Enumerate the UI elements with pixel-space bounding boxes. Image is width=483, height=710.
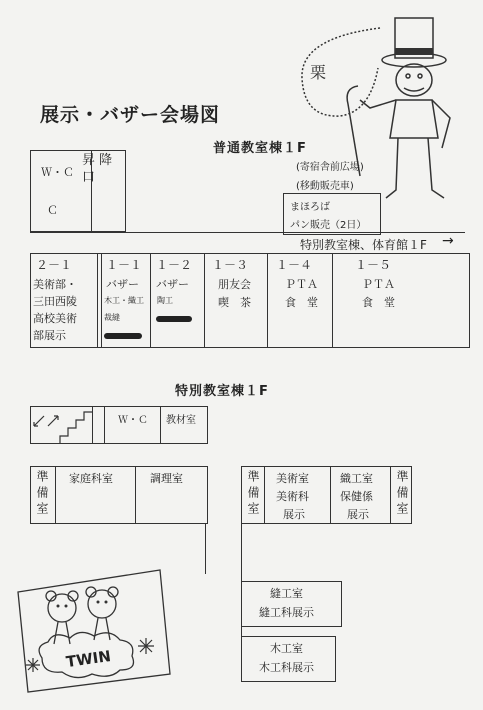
prep-room-right-1: 準備室 — [246, 470, 260, 518]
wood-exhibit: 木工科展示 — [259, 661, 314, 674]
wc-label: Ｗ・Ｃ — [41, 166, 74, 179]
redacted-mark — [156, 316, 192, 322]
arrow-right-icon: → — [442, 233, 454, 249]
room-line: 美術部・ — [33, 278, 77, 291]
room-number: １－３ — [212, 258, 249, 272]
room-number: ２－１ — [36, 258, 73, 272]
room-line: 木工・織工 — [104, 296, 144, 305]
prep-room-left: 準備室 — [35, 470, 49, 518]
room-line: バザー — [156, 278, 189, 291]
corridor-top — [30, 232, 465, 233]
redacted-mark — [104, 333, 142, 339]
room-line: 高校美術 — [33, 312, 77, 325]
plaza-note: (寄宿舎前広場) — [296, 162, 364, 173]
materials-room-label: 教材室 — [166, 415, 196, 426]
twin-logo-text: TWIN — [64, 646, 112, 672]
room-line: ＰＴＡ — [285, 278, 318, 291]
twin-logo — [14, 566, 174, 696]
room-line: 食 堂 — [362, 296, 395, 309]
sewing-room-label: 縫工室 — [270, 587, 303, 600]
weaving-room: 織工室 — [340, 472, 373, 485]
room-line: バザー — [106, 278, 139, 291]
special-building-heading: 特別教室棟１F — [175, 384, 269, 399]
bakery-name: まほろば — [290, 202, 330, 213]
right-lab-block — [241, 466, 412, 524]
wood-room-label: 木工室 — [270, 642, 303, 655]
art-dept: 美術科 — [276, 490, 309, 503]
bakery-sale: パン販売（2日） — [290, 220, 367, 231]
room-line: 陶工 — [157, 296, 173, 305]
art-room: 美術室 — [276, 472, 309, 485]
room-line: 朋友会 — [218, 278, 251, 291]
vendor-note: (移動販売車) — [296, 181, 354, 192]
room-line: 喫 茶 — [218, 296, 251, 309]
normal-building-heading: 普通教室棟１F — [213, 141, 307, 156]
art-exhibit: 展示 — [283, 508, 305, 521]
room-number: １－４ — [276, 258, 313, 272]
room-line: 三田西陵 — [33, 295, 77, 308]
page-title: 展示・バザー会場図 — [40, 104, 221, 126]
prep-room-right-2: 準備室 — [395, 470, 409, 518]
room-number: １－５ — [355, 258, 392, 272]
wc-c: Ｃ — [47, 204, 58, 217]
weaving-exhibit: 展示 — [347, 508, 369, 521]
weaving-dept: 保健係 — [340, 490, 373, 503]
entrance-label: 昇 降 口 — [82, 153, 113, 185]
stairs-icon — [30, 406, 92, 444]
room-number: １－２ — [156, 258, 193, 272]
room-line: 部展示 — [33, 329, 66, 342]
room-line: ＰＴＡ — [362, 278, 395, 291]
speech-text: 栗 — [310, 63, 327, 82]
corridor-vertical — [205, 524, 206, 574]
home-ec-room: 家庭科室 — [69, 472, 113, 485]
cooking-room: 調理室 — [150, 472, 183, 485]
link-label: 特別教室棟、体育館１F — [300, 238, 427, 252]
sewing-exhibit: 縫工科展示 — [259, 606, 314, 619]
room-line: 食 堂 — [285, 296, 318, 309]
room-number: １－１ — [106, 258, 143, 272]
special-wc-label: Ｗ・Ｃ — [118, 415, 148, 426]
room-line: 裁縫 — [104, 313, 120, 322]
